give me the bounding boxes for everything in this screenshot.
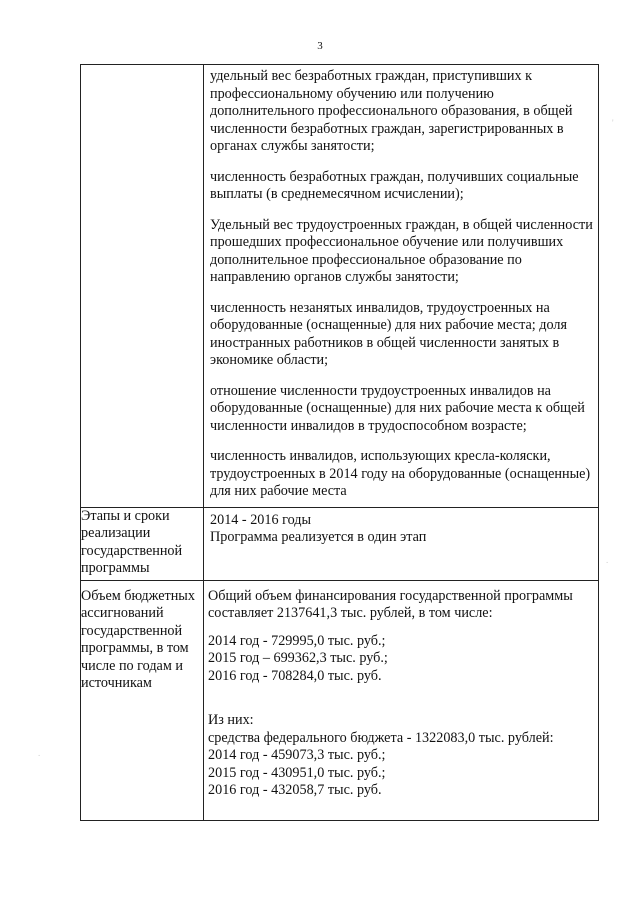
budget-year-line: 2014 год - 729995,0 тыс. руб.;: [208, 632, 386, 649]
federal-year-line: 2014 год - 459073,3 тыс. руб.;: [208, 747, 386, 763]
indicator-item: численность инвалидов, использующих кресла-коляски, трудоустроенных в 2014 году на оборудованные (оснащенные) для них рабочие места: [210, 448, 591, 499]
indicator-item: отношение численности трудоустроенных инвалидов на оборудованные (оснащенные) для них рабочие места к общей численности инвалидов в трудоспособном возрасте;: [210, 382, 585, 434]
indicator-item: Удельный вес трудоустроенных граждан, в общей численности прошедших профессиональное обучение или получивших дополнительное профессиональное образование по направлению органов службы занятости;: [210, 216, 593, 285]
budget-of-which: Из них:: [208, 712, 254, 728]
federal-budget-total: средства федерального бюджета - 1322083,0 тыс. рублей:: [208, 729, 554, 746]
page-number: 3: [317, 40, 323, 52]
stages-note: Программа реализуется в один этап: [210, 529, 427, 545]
program-passport-table: [80, 64, 599, 821]
budget-label: Объем бюджетных ассигнований государственной программы, в том числе по годам и источникам: [81, 580, 204, 820]
indicators-row: [81, 65, 599, 508]
budget-content-cell: [204, 580, 599, 820]
scan-artifact: ': [612, 118, 614, 128]
budget-year-line: 2015 год – 699362,3 тыс. руб.;: [208, 650, 388, 666]
indicator-item: численность незанятых инвалидов, трудоустроенных на оборудованные (оснащенные) для них рабочие места; доля иностранных работников в общей численности занятых в экономике области;: [210, 299, 567, 368]
indicator-item: удельный вес безработных граждан, приступивших к профессиональному обучению или получению дополнительного профессионального образования, в общей численности безработных граждан, зарегистрированных в органах службы занятости;: [210, 68, 573, 154]
scan-artifact: .: [38, 748, 41, 758]
indicator-item: численность безработных граждан, получивших социальные выплаты (в среднемесячном исчислении);: [210, 168, 579, 202]
scan-artifact: .: [606, 555, 609, 565]
budget-total: Общий объем финансирования государственной программы составляет 2137641,3 тыс. рублей, в том числе:: [208, 587, 573, 621]
indicators-label-cell: [81, 65, 204, 508]
stages-row: [81, 507, 599, 580]
stages-label: Этапы и сроки реализации государственной программы: [81, 507, 204, 580]
budget-row: [81, 580, 599, 820]
indicators-content-cell: [204, 65, 599, 508]
stages-content-cell: [204, 507, 599, 580]
budget-year-line: 2016 год - 708284,0 тыс. руб.: [208, 667, 382, 684]
federal-year-line: 2016 год - 432058,7 тыс. руб.: [208, 782, 382, 798]
federal-year-line: 2015 год - 430951,0 тыс. руб.;: [208, 764, 386, 781]
stages-period: 2014 - 2016 годы: [210, 511, 312, 528]
